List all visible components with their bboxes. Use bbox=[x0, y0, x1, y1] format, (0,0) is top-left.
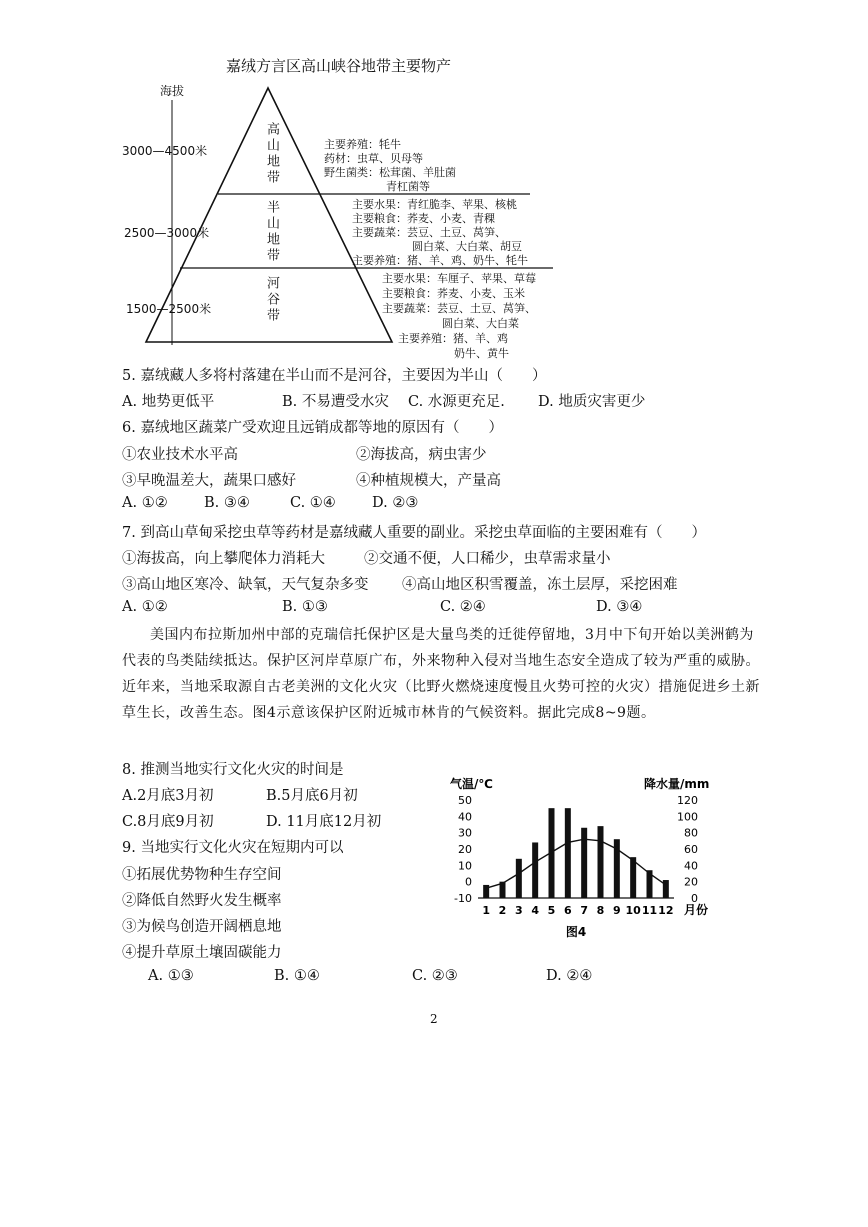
q6-option-b: B. ③④ bbox=[204, 495, 250, 511]
chart-xlabel: 月份 bbox=[684, 903, 709, 917]
zone-name-low: 河谷带 bbox=[264, 276, 279, 324]
q6-item-1: ①农业技术水平高 bbox=[122, 447, 238, 463]
zone-name-high: 高山地带 bbox=[264, 122, 279, 186]
chart-xtick: 2 bbox=[498, 904, 507, 917]
q7-item-2: ②交通不便，人口稀少，虫草需求量小 bbox=[364, 551, 611, 567]
chart-bar bbox=[516, 859, 522, 898]
chart-ytick-left: 10 bbox=[458, 859, 472, 873]
product-line: 主要蔬菜：芸豆、土豆、莴笋、 bbox=[382, 302, 536, 315]
q6-stem: 6. 嘉绒地区蔬菜广受欢迎且远销成都等地的原因有（ ） bbox=[122, 420, 503, 436]
q9-item-4: ④提升草原土壤固碳能力 bbox=[122, 945, 282, 961]
chart-ytick-left: 0 bbox=[465, 875, 472, 889]
q9-item-3: ③为候鸟创造开阔栖息地 bbox=[122, 919, 282, 935]
q9-option-d: D. ②④ bbox=[546, 968, 593, 984]
product-line: 主要粮食：荞麦、小麦、玉米 bbox=[382, 287, 525, 300]
chart-title: 图4 bbox=[565, 925, 587, 939]
axis-label-altitude: 海拔 bbox=[160, 84, 185, 98]
chart-xtick: 11 bbox=[641, 904, 658, 917]
chart-ytick-left: 30 bbox=[458, 826, 472, 840]
chart-xtick: 1 bbox=[482, 904, 490, 917]
q8-option-c: C.8月底9月初 bbox=[122, 814, 214, 830]
q9-item-1: ①拓展优势物种生存空间 bbox=[122, 867, 282, 883]
chart-xtick: 8 bbox=[596, 904, 605, 917]
q7-option-a: A. ①② bbox=[122, 599, 168, 615]
product-line: 圆白菜、大白菜、胡豆 bbox=[412, 240, 522, 253]
chart-bar bbox=[630, 857, 636, 898]
altitude-label-high: 3000—4500米 bbox=[122, 144, 208, 158]
product-line: 主要粮食：荞麦、小麦、青稞 bbox=[352, 212, 495, 225]
q6-option-c: C. ①④ bbox=[290, 495, 336, 511]
chart-xtick: 7 bbox=[580, 904, 588, 917]
chart-xtick: 5 bbox=[547, 904, 556, 917]
chart-ytick-right: 40 bbox=[684, 859, 698, 873]
q9-option-a: A. ①③ bbox=[148, 968, 194, 984]
page-number: 2 bbox=[430, 1012, 438, 1026]
chart-ytick-right: 60 bbox=[684, 843, 698, 856]
chart-ytick-left: 50 bbox=[458, 794, 472, 807]
reading-passage: 美国内布拉斯加州中部的克瑞信托保护区是大量鸟类的迁徙停留地，3月中下旬开始以美洲鹤为代表的鸟类陆续抵达。保护区河岸草原广布，外来物种入侵对当地生态安全造成了较为严重的威胁。近年来，当地采取源自古老美洲的文化火灾（比野火燃烧速度慢且火势可控的火灾）措施促进乡土新草生长，改善生态。图4示意该保护区附近城市林肯的气候资料。据此完成8~9题。 bbox=[122, 627, 760, 721]
altitude-label-low: 1500—2500米 bbox=[126, 302, 212, 316]
chart-xtick: 9 bbox=[613, 904, 621, 917]
chart-bar bbox=[532, 842, 538, 898]
q9-item-2: ②降低自然野火发生概率 bbox=[122, 893, 282, 909]
q9-option-b: B. ①④ bbox=[274, 968, 320, 984]
product-line: 主要蔬菜：芸豆、土豆、莴笋、 bbox=[352, 226, 506, 239]
product-line: 主要养殖：猪、羊、鸡、奶牛、牦牛 bbox=[352, 254, 528, 267]
q8-option-a: A.2月底3月初 bbox=[122, 788, 214, 804]
altitude-label-mid: 2500—3000米 bbox=[124, 226, 210, 240]
chart-ytick-right: 120 bbox=[677, 794, 698, 807]
q7-item-1: ①海拔高，向上攀爬体力消耗大 bbox=[122, 551, 325, 567]
product-line: 主要水果：青红脆李、苹果、核桃 bbox=[352, 198, 517, 211]
chart-ytick-left: -10 bbox=[454, 892, 472, 905]
q7-option-c: C. ②④ bbox=[440, 599, 486, 615]
chart-temperature-line bbox=[486, 839, 666, 888]
chart-ytick-right: 100 bbox=[677, 810, 698, 824]
chart-ytick-left: 40 bbox=[458, 810, 472, 824]
q7-option-b: B. ①③ bbox=[282, 599, 328, 615]
product-line: 主要养殖：猪、羊、鸡 bbox=[398, 332, 508, 345]
chart-bar bbox=[581, 828, 587, 898]
chart-ylabel-left: 气温/℃ bbox=[450, 777, 493, 791]
product-line: 野生菌类：松茸菌、羊肚菌 bbox=[324, 166, 456, 179]
chart-ytick-left: 20 bbox=[458, 843, 472, 856]
q7-item-3: ③高山地区寒冷、缺氧，天气复杂多变 bbox=[122, 577, 369, 593]
q7-stem: 7. 到高山草甸采挖虫草等药材是嘉绒藏人重要的副业。采挖虫草面临的主要困难有（ ） bbox=[122, 525, 706, 541]
chart-ylabel-right: 降水量/mm bbox=[644, 777, 710, 791]
q6-option-d: D. ②③ bbox=[372, 495, 419, 511]
chart-xtick: 10 bbox=[625, 904, 641, 917]
q8-option-d: D. 11月底12月初 bbox=[266, 814, 382, 830]
product-line: 圆白菜、大白菜 bbox=[442, 317, 519, 330]
q9-stem: 9. 当地实行文化火灾在短期内可以 bbox=[122, 840, 344, 856]
chart-ytick-right: 0 bbox=[691, 892, 698, 905]
q6-item-4: ④种植规模大，产量高 bbox=[356, 473, 501, 489]
q8-option-b: B.5月底6月初 bbox=[266, 788, 358, 804]
q6-item-3: ③早晚温差大，蔬果口感好 bbox=[122, 473, 296, 489]
product-line: 青杠菌等 bbox=[386, 180, 430, 193]
q5-option-a: A. 地势更低平 bbox=[122, 394, 215, 410]
chart-ytick-right: 80 bbox=[684, 826, 698, 840]
q5-option-c: C. 水源更充足. bbox=[408, 394, 505, 410]
q7-option-d: D. ③④ bbox=[596, 599, 643, 615]
chart-xtick: 6 bbox=[564, 904, 572, 917]
chart-xtick: 3 bbox=[515, 904, 523, 917]
q8-stem: 8. 推测当地实行文化火灾的时间是 bbox=[122, 762, 344, 778]
q5-option-b: B. 不易遭受水灾 bbox=[282, 394, 389, 410]
pyramid-title: 嘉绒方言区高山峡谷地带主要物产 bbox=[226, 57, 452, 75]
product-line: 主要养殖：牦牛 bbox=[324, 138, 401, 151]
product-line: 主要水果：车厘子、苹果、草莓 bbox=[382, 272, 536, 285]
chart-bar bbox=[598, 826, 604, 898]
chart-xtick: 12 bbox=[658, 904, 674, 917]
chart-ytick-right: 20 bbox=[684, 875, 698, 889]
q7-item-4: ④高山地区积雪覆盖，冻土层厚，采挖困难 bbox=[402, 577, 678, 593]
chart-bar bbox=[565, 808, 571, 898]
q5-stem: 5. 嘉绒藏人多将村落建在半山而不是河谷，主要因为半山（ ） bbox=[122, 368, 547, 384]
q6-option-a: A. ①② bbox=[122, 495, 168, 511]
chart-xtick: 4 bbox=[531, 904, 539, 917]
climate-chart bbox=[430, 770, 730, 950]
product-line: 药材：虫草、贝母等 bbox=[324, 152, 423, 165]
q6-item-2: ②海拔高，病虫害少 bbox=[356, 447, 487, 463]
zone-name-mid: 半山地带 bbox=[264, 200, 279, 264]
product-line: 奶牛、黄牛 bbox=[454, 347, 509, 360]
q9-option-c: C. ②③ bbox=[412, 968, 458, 984]
q5-option-d: D. 地质灾害更少 bbox=[538, 394, 646, 410]
